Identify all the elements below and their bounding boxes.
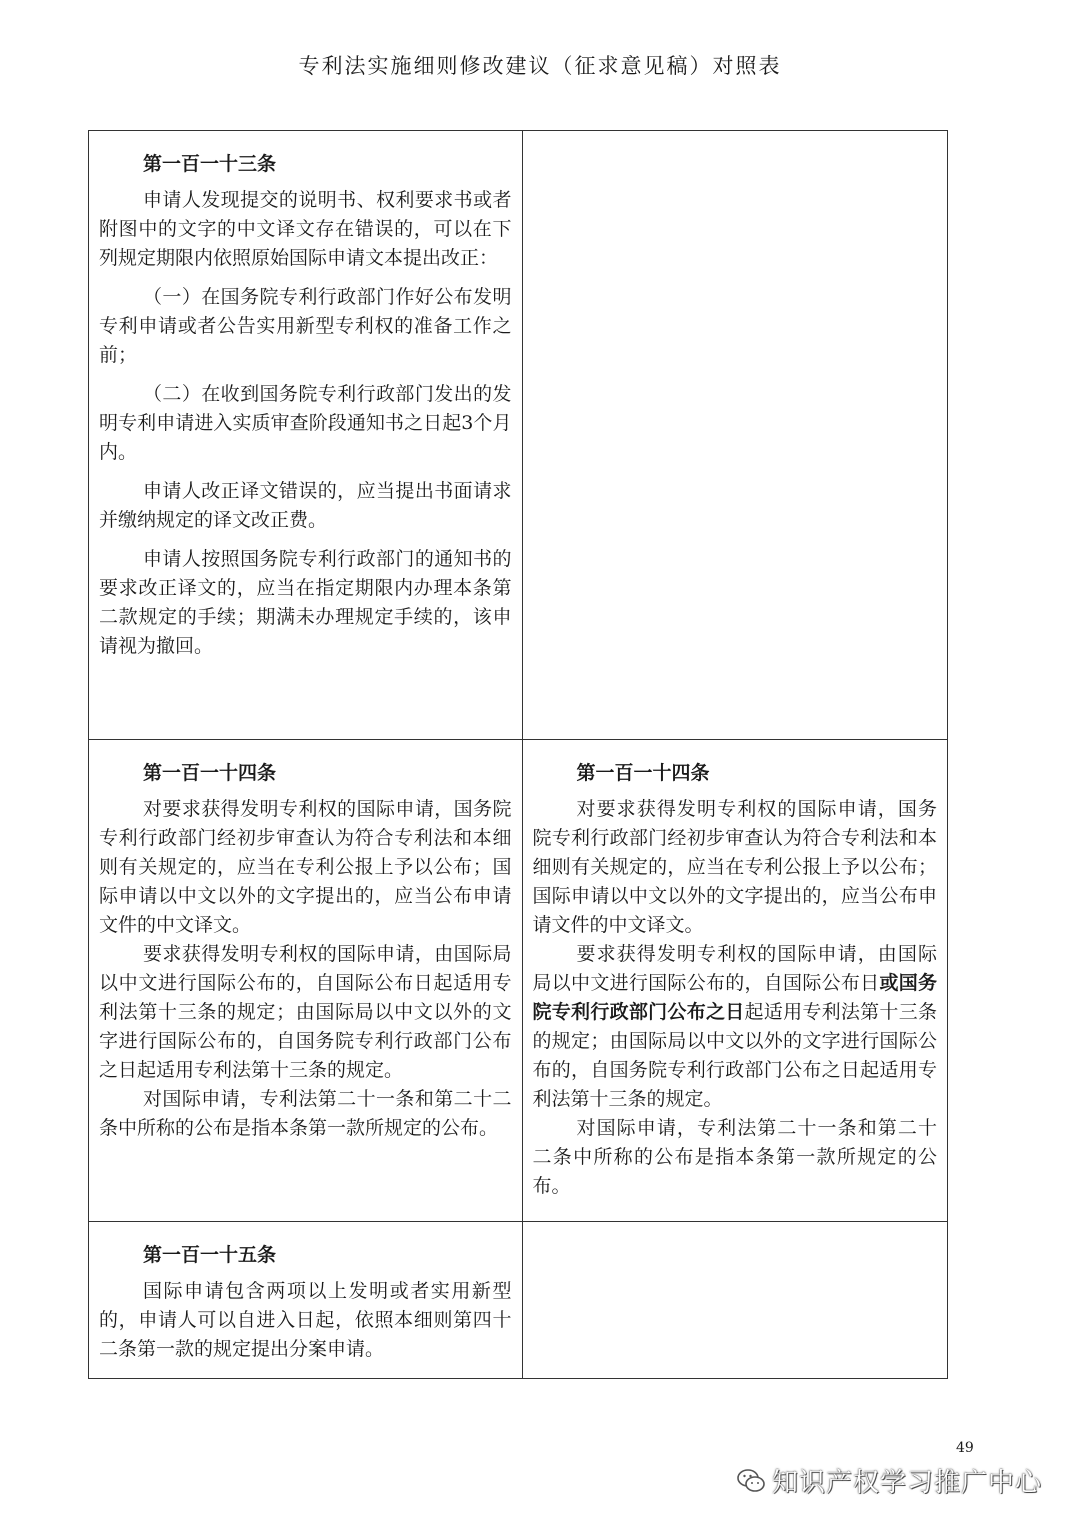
original-text-cell (89, 131, 523, 740)
article-paragraph: 申请人按照国务院专利行政部门的通知书的要求改正译文的，应当在指定期限内办理本条第二款规定的手续；期满未办理规定手续的，该申请视为撤回。 (99, 548, 512, 657)
article-title: 第一百一十四条 (143, 762, 277, 784)
page-number: 49 (956, 1440, 974, 1456)
article-paragraph: 对要求获得发明专利权的国际申请，国务院专利行政部门经初步审查认为符合专利法和本细则有关规定的，应当在专利公报上予以公布；国际申请以中文以外的文字提出的，应当公布申请文件的中文译文。 (99, 798, 512, 936)
article-paragraph: 要求获得发明专利权的国际申请，由国际局以中文进行国际公布的，自国际公布日起适用专利法第十三条的规定；由国际局以中文以外的文字进行国际公布的，自国务院专利行政部门公布之日起适用专利法第十三条的规定。 (99, 943, 512, 1081)
paragraph-text: 要求获得发明专利权的国际申请，由国际局以中文进行国际公布的，自国际公布日 (532, 943, 937, 994)
comparison-table (88, 130, 948, 1379)
revised-text-cell (522, 740, 948, 1222)
revised-text-cell (522, 131, 948, 740)
original-text-cell (89, 740, 523, 1222)
amended-text: 或国务院专利行政部门公布之日 (532, 972, 937, 1023)
wechat-icon (736, 1467, 766, 1495)
article-title: 第一百一十四条 (576, 762, 710, 784)
table-row (89, 131, 948, 740)
article-title: 第一百一十三条 (143, 153, 277, 175)
revised-text-cell (522, 1222, 948, 1379)
article-paragraph: 申请人发现提交的说明书、权利要求书或者附图中的文字的中文译文存在错误的，可以在下列规定期限内依照原始国际申请文本提出改正： (99, 189, 512, 269)
article-paragraph: 对要求获得发明专利权的国际申请，国务院专利行政部门经初步审查认为符合专利法和本细则有关规定的，应当在专利公报上予以公布；国际申请以中文以外的文字提出的，应当公布申请文件的中文译文。 (532, 798, 937, 936)
article-paragraph: 对国际申请，专利法第二十一条和第二十二条中所称的公布是指本条第一款所规定的公布。 (99, 1088, 512, 1139)
original-text-cell (89, 1222, 523, 1379)
page-header: 专利法实施细则修改建议（征求意见稿）对照表 (298, 54, 782, 78)
article-paragraph: 申请人改正译文错误的，应当提出书面请求并缴纳规定的译文改正费。 (99, 480, 512, 531)
article-paragraph-amended (533, 940, 938, 1114)
watermark (736, 1462, 1042, 1499)
article-paragraph: 对国际申请，专利法第二十一条和第二十二条中所称的公布是指本条第一款所规定的公布。 (532, 1117, 937, 1197)
table-row (89, 740, 948, 1222)
article-paragraph: （二）在收到国务院专利行政部门发出的发明专利申请进入实质审查阶段通知书之日起3个月内。 (99, 383, 512, 463)
paragraph-text: 起适用专利法第十三条的规定；由国际局以中文以外的文字进行国际公布的，自国务院专利行政部门公布之日起适用专利法第十三条的规定。 (532, 1001, 937, 1110)
article-title: 第一百一十五条 (143, 1244, 277, 1266)
watermark-text: 知识产权学习推广中心 (772, 1468, 1043, 1498)
table-row (89, 1222, 948, 1379)
article-paragraph: 国际申请包含两项以上发明或者实用新型的，申请人可以自进入日起，依照本细则第四十二条第一款的规定提出分案申请。 (99, 1280, 512, 1360)
article-paragraph: （一）在国务院专利行政部门作好公布发明专利申请或者公告实用新型专利权的准备工作之前； (99, 286, 512, 366)
